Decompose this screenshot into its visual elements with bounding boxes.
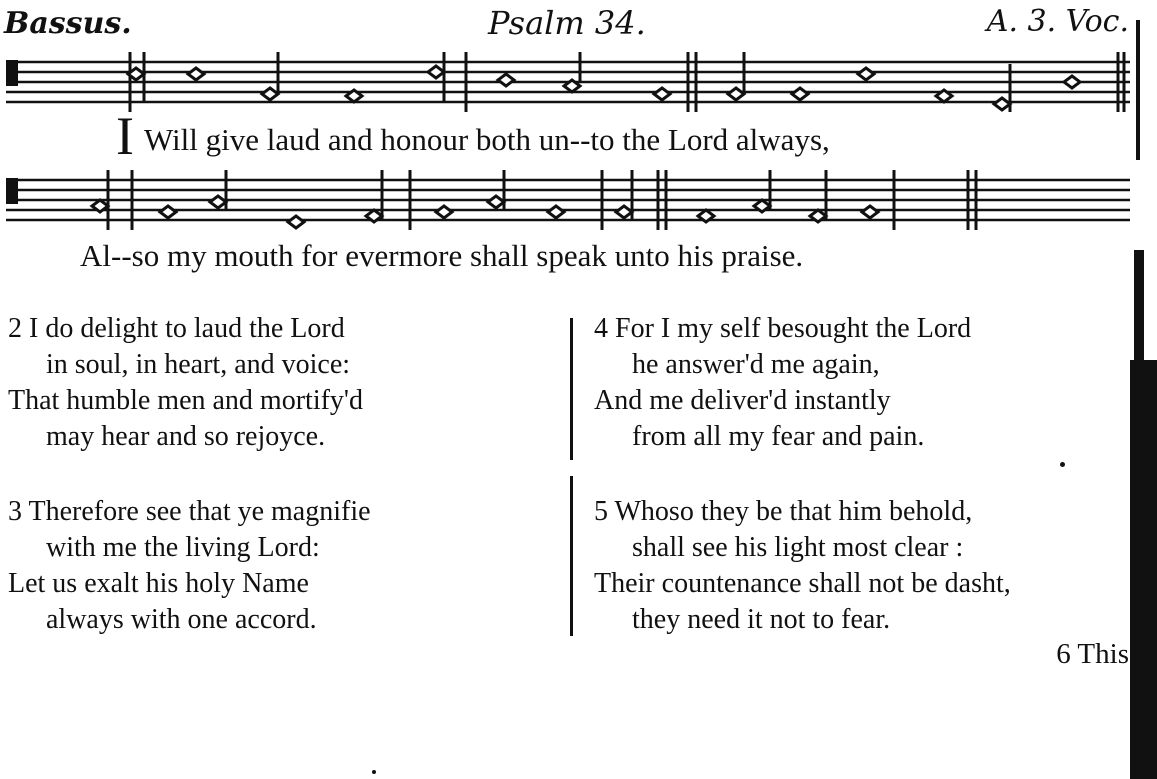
verse-line: always with one accord. [46,604,317,635]
page-edge-shadow [1134,250,1144,360]
verse-line: 2 I do delight to laud the Lord [8,313,345,344]
verse-5 [594,494,1011,638]
ink-speck [372,770,376,774]
music-staff-2 [6,170,1130,230]
verse-3 [8,494,371,638]
verse-line: That humble men and mortify'd [8,385,363,416]
verse-line: 4 For I my self besought the Lord [594,313,972,344]
psalm-title: Psalm 34. [488,4,646,42]
verse-line: they need it not to fear. [632,604,891,635]
page-edge-shadow [1130,360,1157,779]
verse-line: from all my fear and pain. [632,421,925,452]
column-rule [570,318,573,460]
verse-4 [594,311,971,455]
verse-line: shall see his light most clear : [632,532,964,563]
lyric-drop-initial: I [116,106,134,166]
verse-line: may hear and so rejoyce. [46,421,326,452]
lyric-line-1-text: Will give laud and honour both un--to the Lord always, [143,122,830,157]
verse-line: with me the living Lord: [46,532,320,563]
verse-line: 3 Therefore see that ye magnifie [8,496,371,527]
clef-mark [6,178,48,230]
voice-part-label: Bassus. [4,6,132,41]
lyric-line-1 [116,106,830,166]
catchword: 6 This [1056,638,1129,670]
verse-2 [8,311,363,455]
ink-speck [1060,462,1065,467]
lyric-line-2: Al--so my mouth for evermore shall speak unto his praise. [80,238,804,273]
voices-count-label: A. 3. Voc. [986,4,1129,39]
column-rule [570,476,573,636]
verse-line: Let us exalt his holy Name [8,568,309,599]
verse-line: in soul, in heart, and voice: [46,349,351,380]
verse-line: 5 Whoso they be that him behold, [594,496,973,527]
verse-line: And me deliver'd instantly [594,385,891,416]
clef-mark [6,60,48,112]
verse-line: Their countenance shall not be dasht, [594,568,1011,599]
page-edge-shadow [1136,20,1140,160]
music-staff-1 [6,52,1130,112]
verse-line: he answer'd me again, [632,349,880,380]
